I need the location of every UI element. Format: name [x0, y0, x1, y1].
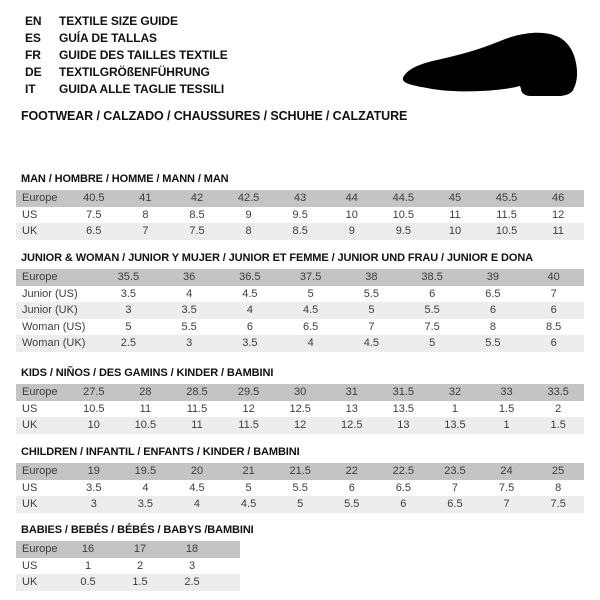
size-cell: 6.5 — [86, 225, 102, 238]
size-cell: 8 — [142, 208, 149, 221]
size-cell: 31 — [345, 386, 358, 399]
section-title: JUNIOR & WOMAN / JUNIOR Y MUJER / JUNIOR ET FEMME / JUNIOR UND FRAU / JUNIOR E DONA — [21, 252, 534, 264]
table-row — [16, 190, 584, 207]
size-cell: 9.5 — [395, 225, 411, 238]
size-cell: 29.5 — [237, 386, 260, 399]
row-label: UK — [22, 498, 38, 511]
size-cell: 13 — [345, 402, 358, 415]
size-cell: 8 — [555, 481, 562, 494]
language-code: DE — [25, 65, 42, 79]
category-title: FOOTWEAR / CALZADO / CHAUSSURES / SCHUHE / CALZATURE — [21, 109, 408, 123]
row-label: UK — [22, 576, 38, 589]
size-cell: 41 — [139, 192, 152, 205]
size-cell: 3.5 — [181, 304, 197, 317]
size-cell: 46 — [552, 192, 565, 205]
empty-cell — [218, 541, 240, 558]
row-label: Europe — [22, 543, 58, 556]
size-cell: 33 — [500, 386, 513, 399]
language-code: IT — [25, 82, 36, 96]
size-cell: 40 — [547, 271, 560, 284]
size-table — [16, 190, 584, 240]
size-table — [16, 269, 584, 352]
language-row — [25, 30, 228, 47]
size-cell: 10.5 — [392, 208, 415, 221]
size-cell: 6.5 — [485, 287, 501, 300]
table-row — [16, 223, 584, 240]
size-cell: 36.5 — [239, 271, 261, 284]
size-cell: 11 — [449, 208, 461, 221]
size-cell: 10 — [87, 419, 100, 432]
size-cell: 6.5 — [302, 320, 319, 333]
language-code: ES — [25, 31, 41, 45]
size-cell: 4.5 — [189, 481, 205, 494]
size-cell: 8.5 — [189, 208, 205, 221]
size-cell: 42 — [190, 192, 204, 205]
table-row — [16, 384, 584, 401]
language-row — [25, 13, 228, 30]
size-cell: 5 — [429, 337, 436, 350]
size-cell: 13 — [397, 419, 410, 432]
size-cell: 5 — [307, 287, 314, 300]
size-cell: 3 — [188, 559, 196, 572]
table-row — [16, 558, 240, 575]
size-cell: 23.5 — [444, 465, 466, 478]
size-cell: 4.5 — [240, 498, 257, 511]
size-cell: 5.5 — [424, 304, 440, 317]
size-cell: 1.5 — [550, 419, 566, 432]
size-cell: 10 — [448, 225, 462, 238]
size-cell: 31.5 — [392, 386, 415, 399]
size-cell: 4.5 — [302, 304, 319, 317]
size-table — [16, 463, 584, 513]
size-cell: 20 — [190, 465, 204, 478]
size-table-section — [16, 524, 254, 591]
size-cell: 4 — [246, 304, 253, 317]
row-label: US — [22, 208, 38, 221]
size-cell: 45 — [448, 192, 462, 205]
size-cell: 11.5 — [496, 208, 517, 221]
table-row — [16, 480, 584, 497]
size-cell: 32 — [448, 386, 462, 399]
size-cell: 9.5 — [292, 208, 308, 221]
language-list — [25, 13, 228, 98]
size-cell: 0.5 — [80, 576, 96, 589]
size-cell: 10 — [345, 208, 358, 221]
size-cell: 16 — [81, 543, 95, 556]
size-cell: 2.5 — [184, 576, 200, 589]
size-cell: 12 — [294, 419, 307, 432]
size-cell: 4 — [142, 481, 149, 494]
size-cell: 5 — [368, 304, 375, 317]
size-cell: 5 — [297, 498, 304, 511]
size-cell: 3 — [90, 498, 97, 511]
language-label: GUIDE DES TAILLES TEXTILE — [59, 48, 228, 62]
size-cell: 12 — [242, 402, 255, 415]
row-label: Europe — [22, 386, 58, 399]
size-cell: 18 — [185, 543, 199, 556]
size-cell: 28.5 — [186, 386, 208, 399]
language-label: GUÍA DE TALLAS — [59, 31, 157, 45]
size-cell: 3 — [125, 304, 132, 317]
size-cell: 28 — [139, 386, 152, 399]
size-cell: 11 — [191, 419, 203, 432]
size-cell: 7.5 — [86, 208, 102, 221]
size-cell: 44.5 — [392, 192, 415, 205]
size-cell: 1 — [451, 402, 459, 415]
row-label: Europe — [22, 271, 58, 284]
size-cell: 38.5 — [421, 271, 443, 284]
language-row — [25, 64, 228, 81]
row-label: Europe — [22, 465, 58, 478]
size-cell: 1 — [503, 419, 510, 432]
row-label: US — [22, 559, 38, 572]
size-cell: 12.5 — [341, 419, 363, 432]
size-cell: 5.5 — [181, 320, 197, 333]
size-cell: 17 — [133, 543, 147, 556]
row-label: Junior (US) — [22, 287, 78, 300]
empty-cell — [218, 558, 240, 575]
size-cell: 7.5 — [498, 481, 515, 494]
row-label: Junior (UK) — [22, 304, 78, 317]
size-cell: 5.5 — [363, 287, 380, 300]
row-label: Europe — [22, 192, 58, 205]
size-cell: 6 — [429, 287, 436, 300]
size-cell: 24 — [500, 465, 513, 478]
language-code: EN — [25, 14, 42, 28]
size-cell: 4 — [193, 498, 201, 511]
size-cell: 6 — [489, 304, 496, 317]
size-cell: 4.5 — [363, 337, 380, 350]
row-label: Woman (US) — [22, 320, 86, 333]
table-row — [16, 319, 584, 336]
size-cell: 25 — [552, 465, 565, 478]
size-cell: 22.5 — [392, 465, 415, 478]
table-row — [16, 207, 584, 224]
row-label: UK — [22, 419, 38, 432]
size-cell: 6 — [400, 498, 407, 511]
size-cell: 2.5 — [120, 337, 137, 350]
size-cell: 10.5 — [495, 225, 518, 238]
size-cell: 9 — [245, 208, 252, 221]
size-cell: 22 — [345, 465, 358, 478]
size-cell: 13.5 — [444, 419, 466, 432]
size-cell: 19.5 — [134, 465, 157, 478]
size-cell: 6 — [348, 481, 355, 494]
size-cell: 3.5 — [120, 287, 137, 300]
size-cell: 5.5 — [485, 337, 501, 350]
size-cell: 1.5 — [132, 576, 148, 589]
table-row — [16, 417, 584, 434]
size-cell: 21.5 — [289, 465, 311, 478]
size-cell: 11.5 — [186, 402, 208, 415]
size-cell: 33.5 — [547, 386, 569, 399]
row-label: US — [22, 481, 38, 494]
size-cell: 6 — [550, 304, 557, 317]
section-title: KIDS / NIÑOS / DES GAMINS / KINDER / BAMBINI — [21, 367, 274, 379]
size-table — [16, 541, 240, 591]
size-table-section — [16, 173, 584, 240]
table-row — [16, 335, 584, 352]
size-cell: 5 — [125, 320, 132, 333]
size-cell: 2 — [555, 402, 562, 415]
size-cell: 8.5 — [292, 225, 308, 238]
size-cell: 36 — [183, 271, 196, 284]
size-table-section — [16, 252, 584, 352]
size-table-section — [16, 446, 584, 513]
size-cell: 3.5 — [242, 337, 258, 350]
size-table-section — [16, 367, 584, 434]
size-cell: 38 — [365, 271, 378, 284]
size-cell: 27.5 — [83, 386, 105, 399]
language-label: TEXTILE SIZE GUIDE — [59, 14, 178, 28]
size-cell: 7 — [451, 481, 459, 494]
size-cell: 4 — [186, 287, 193, 300]
size-cell: 6.5 — [395, 481, 411, 494]
size-cell: 6.5 — [447, 498, 463, 511]
language-label: TEXTILGRÖßENFÜHRUNG — [59, 65, 210, 79]
size-cell: 10.5 — [134, 419, 157, 432]
size-cell: 13.5 — [392, 402, 415, 415]
size-cell: 7.5 — [550, 498, 566, 511]
size-cell: 37.5 — [299, 271, 322, 284]
size-cell: 1 — [84, 559, 92, 572]
dress-shoe-icon — [397, 30, 583, 108]
size-cell: 3.5 — [137, 498, 154, 511]
size-cell: 4 — [307, 337, 314, 350]
size-cell: 7.5 — [424, 320, 440, 333]
size-cell: 39 — [486, 271, 499, 284]
size-cell: 11 — [552, 225, 564, 238]
size-cell: 6 — [550, 337, 557, 350]
size-cell: 7 — [142, 225, 149, 238]
table-row — [16, 574, 240, 591]
size-cell: 40.5 — [83, 192, 105, 205]
size-cell: 6 — [246, 320, 253, 333]
size-table — [16, 384, 584, 434]
size-cell: 19 — [87, 465, 100, 478]
size-cell: 9 — [348, 225, 355, 238]
size-cell: 35.5 — [117, 271, 140, 284]
row-label: Woman (UK) — [22, 337, 86, 350]
size-cell: 2 — [136, 559, 144, 572]
size-cell: 1.5 — [498, 402, 515, 415]
size-cell: 3 — [186, 337, 193, 350]
size-cell: 44 — [345, 192, 358, 205]
empty-cell — [218, 574, 240, 591]
size-cell: 3.5 — [86, 481, 102, 494]
size-cell: 12 — [552, 208, 565, 221]
size-cell: 5 — [245, 481, 252, 494]
table-row — [16, 496, 584, 513]
row-label: US — [22, 402, 38, 415]
table-row — [16, 401, 584, 418]
size-cell: 8.5 — [545, 320, 562, 333]
section-title: MAN / HOMBRE / HOMME / MANN / MAN — [21, 173, 229, 185]
size-cell: 45.5 — [495, 192, 518, 205]
section-title: BABIES / BEBÉS / BÉBÉS / BABYS /BAMBINI — [21, 524, 254, 536]
size-cell: 10.5 — [83, 402, 105, 415]
size-cell: 8 — [245, 225, 252, 238]
language-row — [25, 81, 228, 98]
language-label: GUIDA ALLE TAGLIE TESSILI — [59, 82, 225, 96]
table-row — [16, 269, 584, 286]
size-cell: 7 — [550, 287, 557, 300]
row-label: UK — [22, 225, 38, 238]
size-cell: 4.5 — [242, 287, 258, 300]
size-cell: 42.5 — [237, 192, 260, 205]
size-cell: 5.5 — [292, 481, 308, 494]
language-code: FR — [25, 48, 41, 62]
size-cell: 43 — [294, 192, 307, 205]
size-cell: 7.5 — [189, 225, 205, 238]
size-cell: 21 — [242, 465, 255, 478]
table-row — [16, 463, 584, 480]
section-title: CHILDREN / INFANTIL / ENFANTS / KINDER / BAMBINI — [21, 446, 300, 458]
size-cell: 12.5 — [289, 402, 311, 415]
size-cell: 30 — [294, 386, 307, 399]
size-cell: 8 — [489, 320, 496, 333]
size-cell: 11 — [139, 402, 152, 415]
table-row — [16, 286, 584, 303]
table-row — [16, 541, 240, 558]
language-row — [25, 47, 228, 64]
size-cell: 5.5 — [344, 498, 360, 511]
size-cell: 11.5 — [238, 419, 259, 432]
size-cell: 7 — [503, 498, 510, 511]
table-row — [16, 302, 584, 319]
size-cell: 7 — [368, 320, 375, 333]
